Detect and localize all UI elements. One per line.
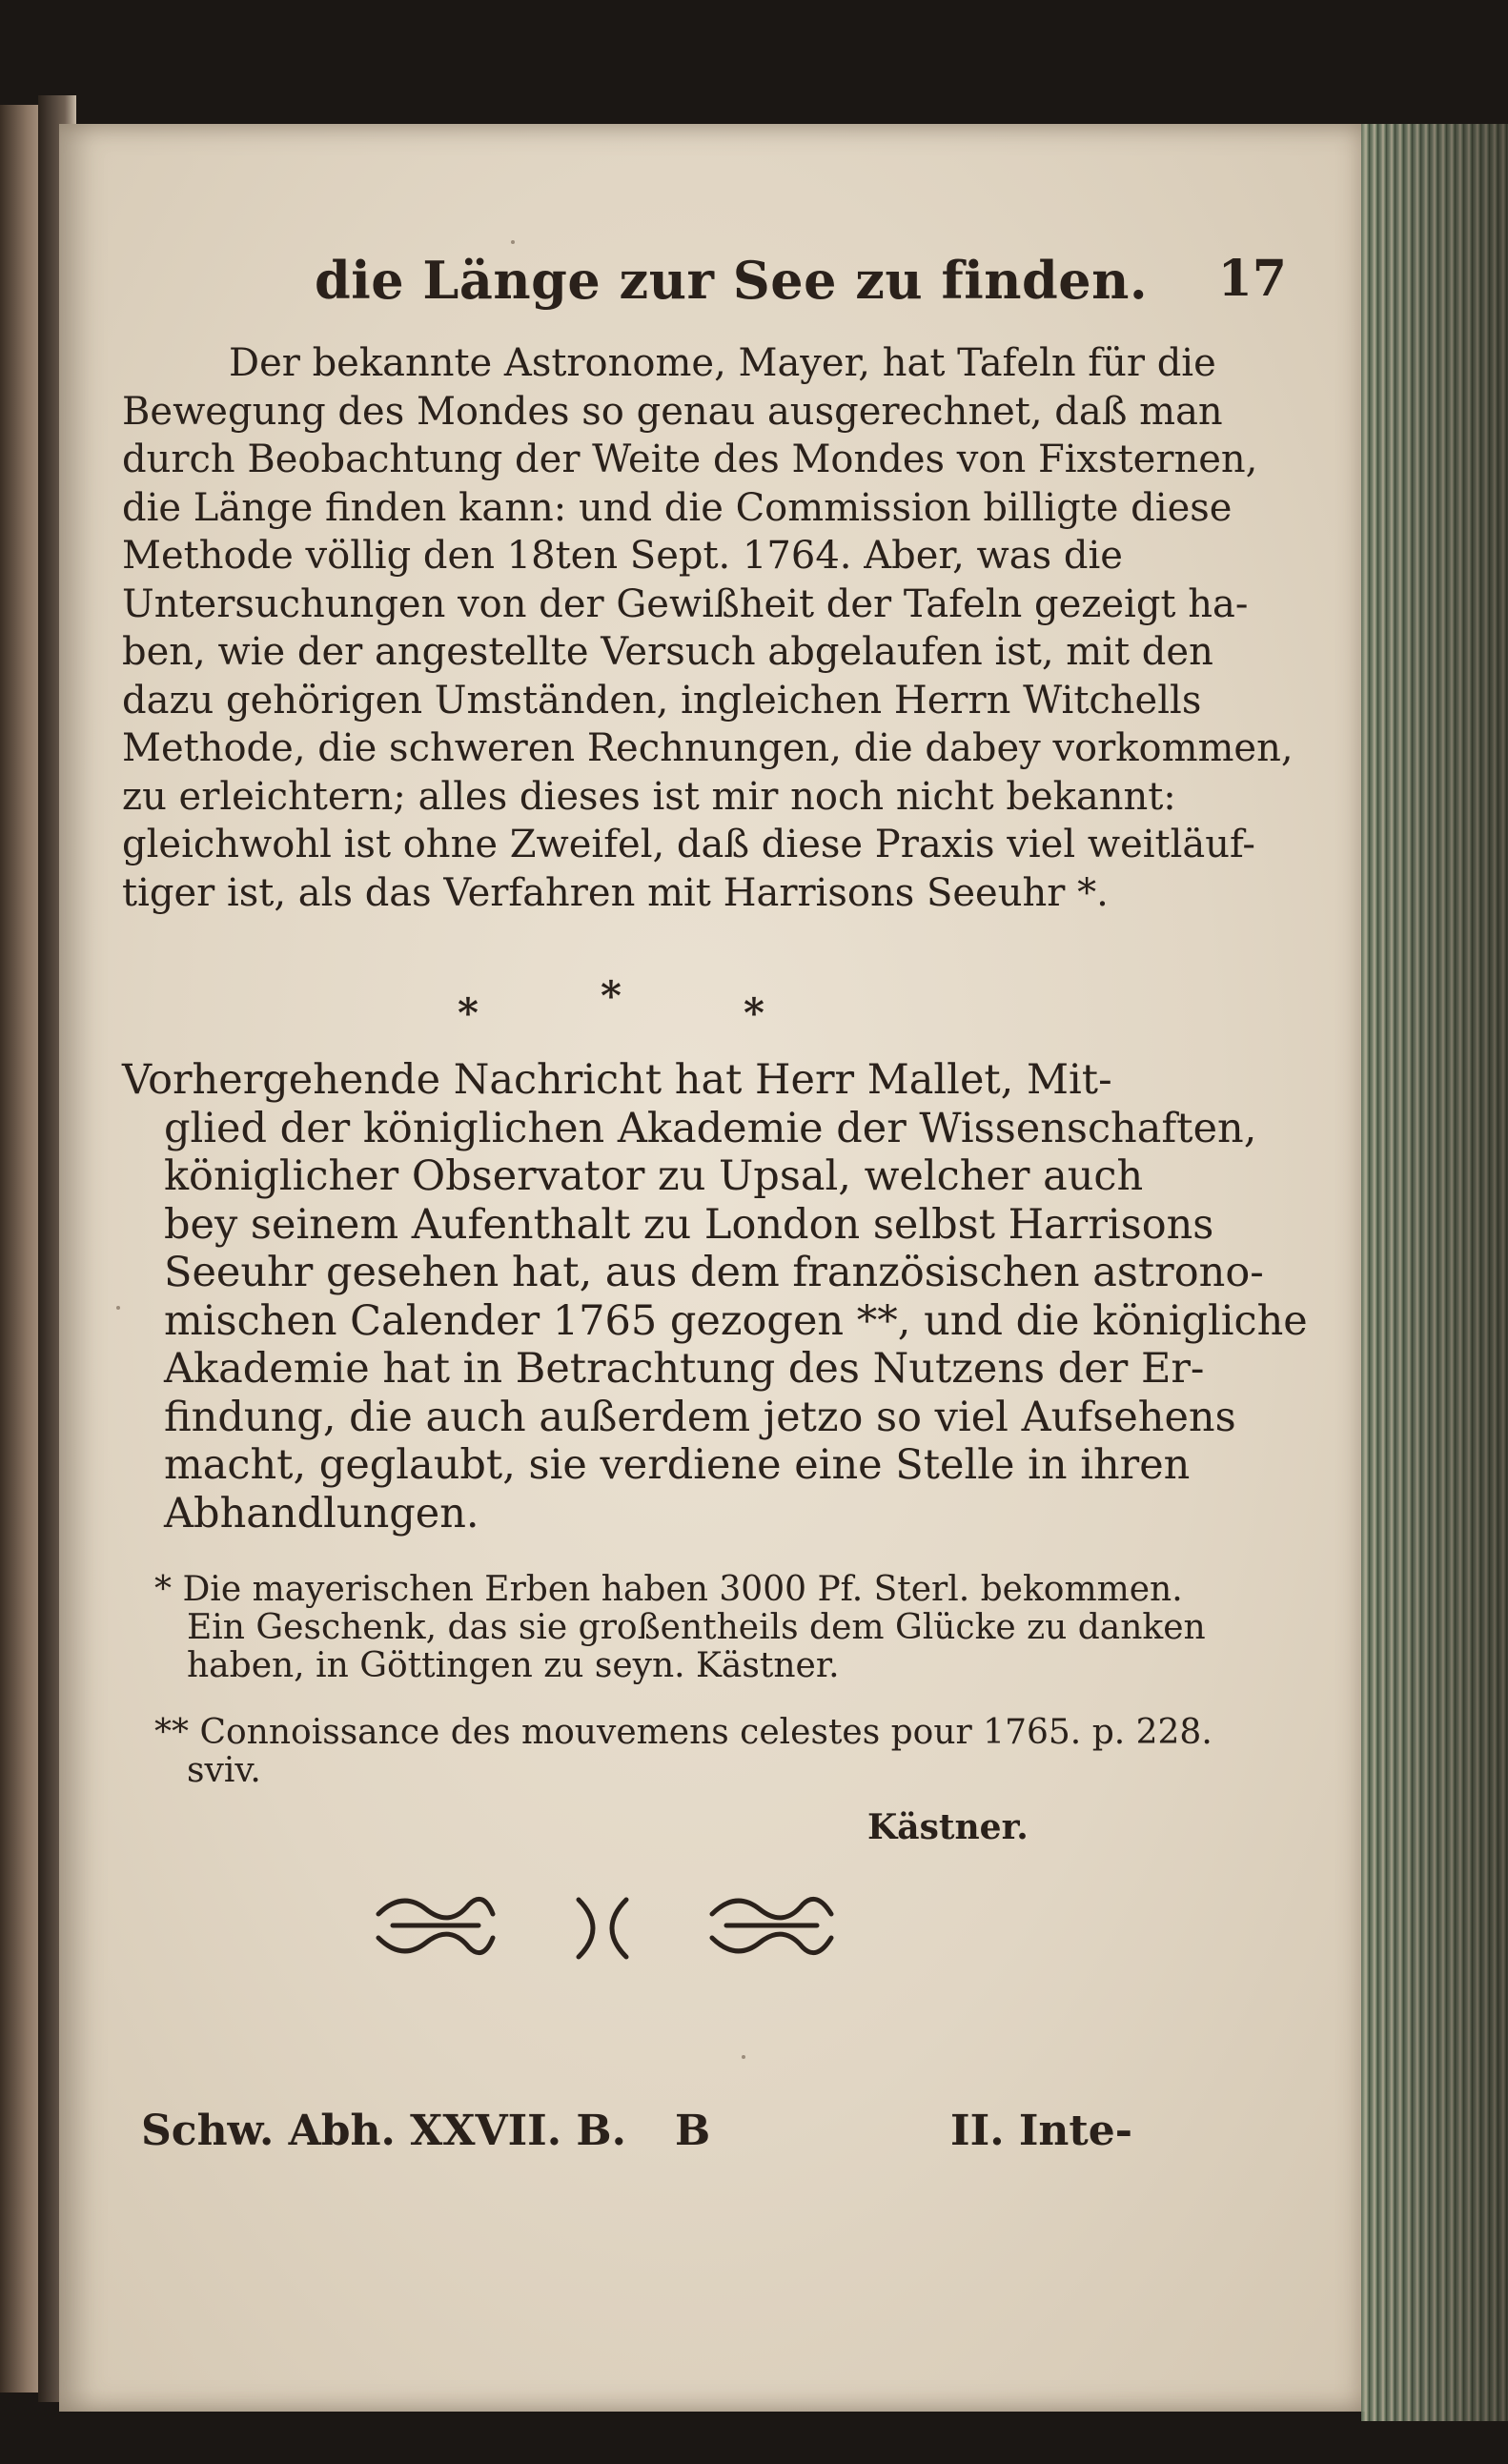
text-line: Bewegung des Mondes so genau ausgerechnet, daß man: [122, 389, 1223, 434]
asterisk: *: [458, 989, 479, 1036]
text-line: tiger ist, als das Verfahren mit Harrisons Seeuhr *.: [122, 870, 1109, 915]
catchword: II. Inte-: [950, 2107, 1132, 2155]
running-title: die Länge zur See zu finden.: [315, 250, 1149, 311]
text-line: ben, wie der angestellte Versuch abgelaufen ist, mit den: [122, 630, 1213, 674]
ornament-icon: [374, 1885, 850, 1971]
footnote-line: Ein Geschenk, das sie großentheils dem Glücke zu danken: [187, 1608, 1206, 1647]
text-line: königlicher Observator zu Upsal, welcher auch: [164, 1152, 1144, 1200]
paper-fleck: [116, 1306, 120, 1310]
text-line: bey seinem Aufenthalt zu London selbst Harrisons: [164, 1200, 1214, 1249]
text-line: gleichwohl ist ohne Zweifel, daß diese Praxis viel weitläuf-: [122, 823, 1255, 866]
footnote-line: sviv.: [187, 1751, 261, 1790]
paragraph-notice: [122, 1056, 1308, 1537]
page-footer: [141, 2107, 1132, 2173]
text-line: macht, geglaubt, sie verdiene eine Stelle in ihren: [164, 1441, 1191, 1489]
paper-fleck: [742, 2055, 745, 2059]
sheet-signature: B: [675, 2107, 711, 2155]
page-number: 17: [1217, 250, 1287, 308]
text-line: Seeuhr gesehen hat, aus dem französischen astrono-: [164, 1249, 1264, 1296]
text-line: Untersuchungen von der Gewißheit der Tafeln gezeigt ha-: [122, 581, 1249, 626]
footnote-signature: Kästner.: [867, 1807, 1029, 1847]
text-line: zu erleichtern; alles dieses ist mir noch nicht bekannt:: [122, 774, 1176, 819]
text-line: findung, die auch außerdem jetzo so viel Aufsehens: [164, 1393, 1236, 1441]
page-header: [315, 250, 1287, 316]
footnote-line: * Die mayerischen Erben haben 3000 Pf. Sterl. bekommen.: [154, 1570, 1183, 1609]
text-line: mischen Calender 1765 gezogen **, und die königliche: [164, 1296, 1308, 1345]
text-line: Methode, die schweren Rechnungen, die dabey vorkommen,: [122, 726, 1294, 770]
paper-fleck: [511, 240, 515, 244]
page-edges: [1361, 124, 1508, 2421]
footnotes: [154, 1570, 1213, 1790]
text-line: die Länge finden kann: und die Commission billigte diese: [122, 485, 1233, 530]
text-line: glied der königlichen Akademie der Wissenschaften,: [164, 1104, 1257, 1152]
text-line: Vorhergehende Nachricht hat Herr Mallet, Mit-: [122, 1056, 1112, 1104]
text-line: dazu gehörigen Umständen, ingleichen Herrn Witchells: [122, 678, 1202, 723]
asterisk: *: [601, 972, 622, 1019]
text-line: Methode völlig den 18ten Sept. 1764. Aber, was die: [122, 534, 1123, 578]
text-line: Abhandlungen.: [164, 1489, 479, 1537]
text-line: Akademie hat in Betrachtung des Nutzens der Er-: [164, 1345, 1205, 1393]
asterism-separator: [458, 972, 782, 1036]
text-line: durch Beobachtung der Weite des Mondes von Fixsternen,: [122, 438, 1258, 481]
footnote-line: ** Connoissance des mouvemens celestes pour 1765. p. 228.: [154, 1713, 1213, 1752]
footnote-line: haben, in Göttingen zu seyn. Kästner.: [187, 1646, 840, 1685]
signature-mark: Schw. Abh. XXVII. B.: [141, 2107, 626, 2155]
paragraph-mayer: [122, 339, 1294, 917]
asterisk: *: [744, 989, 764, 1036]
end-ornament: [374, 1885, 850, 1971]
text-line: Der bekannte Astronome, Mayer, hat Tafeln für die: [229, 341, 1216, 385]
